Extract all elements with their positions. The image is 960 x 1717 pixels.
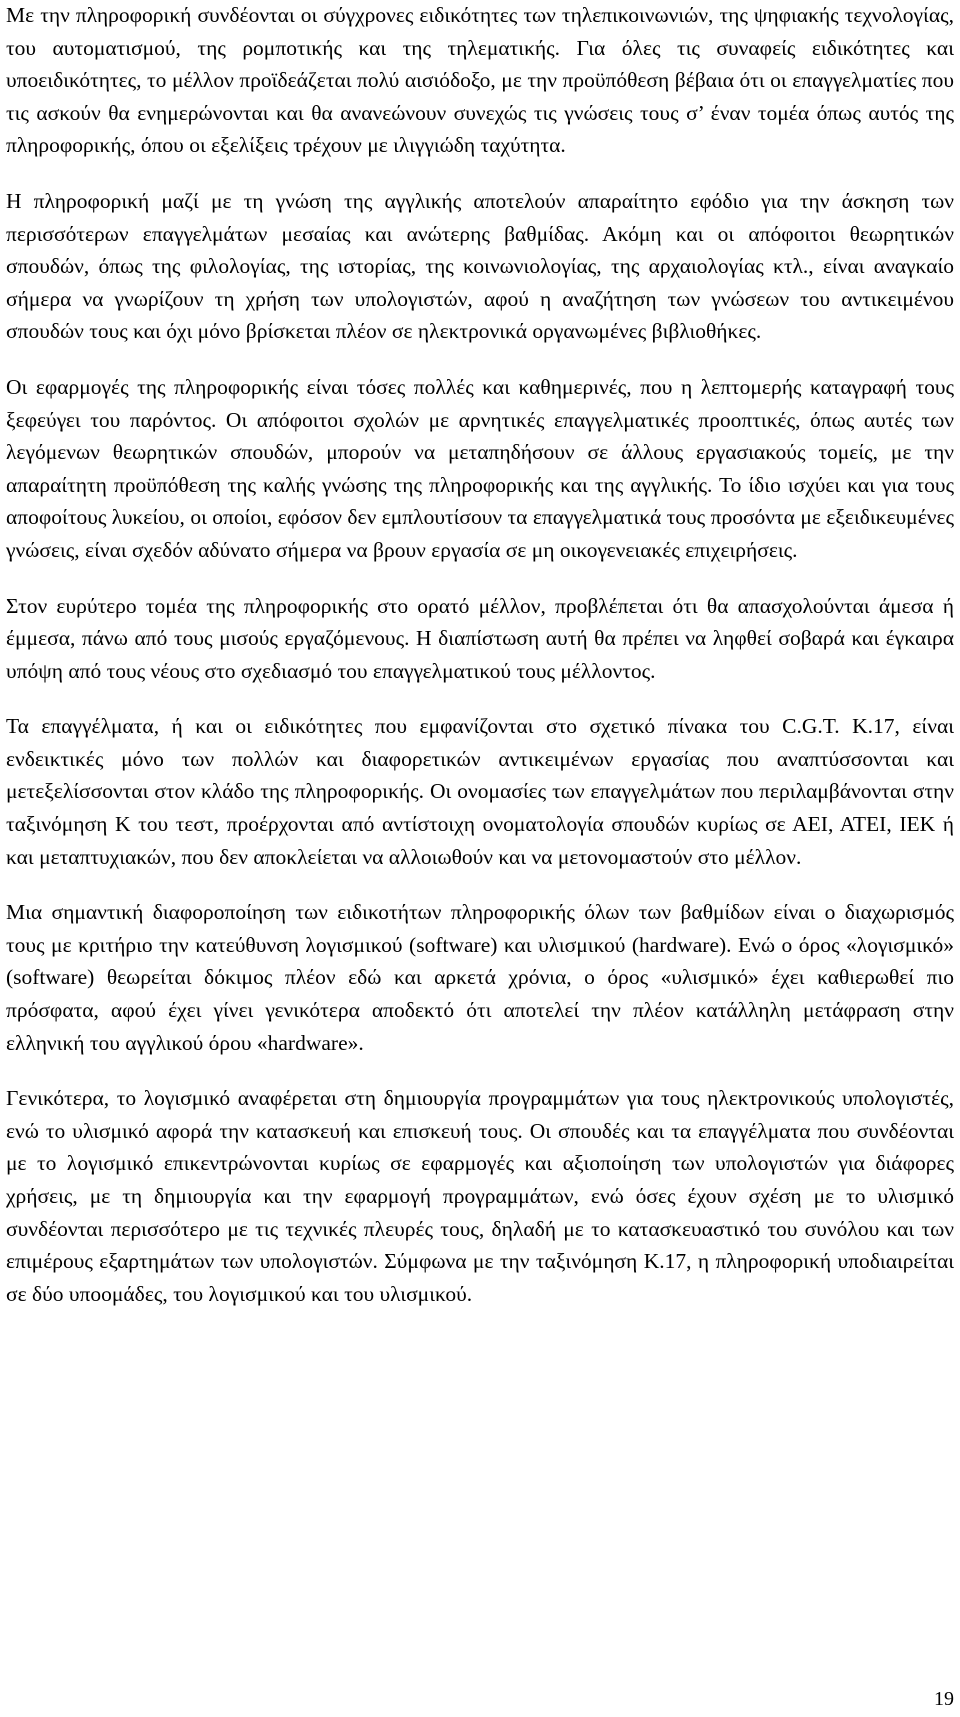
paragraph-future-employment: Στον ευρύτερο τομέα της πληροφορικής στο ορατό μέλλον, προβλέπεται ότι θα απασχολούνται άμεσα ή έμμεσα, πάνω από τους μισούς εργαζόμενους. Η διαπίστωση αυτή θα πρέπει να ληφθεί σοβαρά και έγκαιρα υπόψη από τους νέους στο σχεδιασμό του επαγγελματικού τους μέλλοντος.	[6, 593, 954, 683]
paragraph-informatics-and-english: Η πληροφορική μαζί με τη γνώση της αγγλικής αποτελούν απαραίτητο εφόδιο για την άσκηση των περισσότερων επαγγελμάτων μεσαίας και ανώτερης βαθμίδας. Ακόμη και οι απόφοιτοι θεωρητικών σπουδών, όπως της φιλολογίας, της ιστορίας, της κοινωνιολογίας, της αρχαιολογίας κτλ., είναι αναγκαίο σήμερα να γνωρίζουν τη χρήση των υπολογιστών, αφού η αναζήτηση των γνώσεων του αντικειμένου σπουδών τους και όχι μόνο βρίσκεται πλέον σε ηλεκτρονικά οργανωμένες βιβλιοθήκες.	[6, 188, 954, 344]
paragraph-informatics-specialties: Με την πληροφορική συνδέονται οι σύγχρονες ειδικότητες των τηλεπικοινωνιών, της ψηφιακής τεχνολογίας, του αυτοματισμού, της ρομποτικής και της τηλεματικής. Για όλες τις συναφείς ειδικότητες και υποειδικότητες, το μέλλον προϊδεάζεται πολύ αισιόδοξο, με την προϋπόθεση βέβαια ότι οι επαγγελματίες που τις ασκούν θα ενημερώνονται και θα ανανεώνουν συνεχώς τις γνώσεις τους σ’ έναν τομέα όπως αυτός της πληροφορικής, όπου οι εξελίξεις τρέχουν με ιλιγγιώδη ταχύτητα.	[6, 3, 954, 158]
paragraph-software-hardware: Μια σημαντική διαφοροποίηση των ειδικοτήτων πληροφορικής όλων των βαθμίδων είναι ο διαχωρισμός τους με κριτήριο την κατεύθυνση λογισμικού (software) και υλισμικού (hardware). Ενώ ο όρος «λογισμικό» (software) θεωρείται δόκιμος πλέον εδώ και αρκετά χρόνια, ο όρος «υλισμικό» έχει καθιερωθεί πιο πρόσφατα, αφού έχει γίνει γενικότερα αποδεκτό ότι αποτελεί την πλέον κατάλληλη μετάφραση στην ελληνική του αγγλικού όρου «hardware».	[6, 900, 954, 1055]
paragraph-applications: Οι εφαρμογές της πληροφορικής είναι τόσες πολλές και καθημερινές, που η λεπτομερής καταγραφή τους ξεφεύγει του παρόντος. Οι απόφοιτοι σχολών με αρνητικές επαγγελματικές προοπτικές, όπως αυτές των λεγόμενων θεωρητικών σπουδών, μπορούν να μεταπηδήσουν σε άλλους εργασιακούς τομείς, με την απαραίτητη προϋπόθεση της καλής γνώσης της πληροφορικής και της αγγλικής. Το ίδιο ισχύει και για τους αποφοίτους λυκείου, οι οποίοι, εφόσον δεν εμπλουτίσουν τα επαγγελματικά τους προσόντα με εξειδικευμένες γνώσεις, είναι σχεδόν αδύνατο σήμερα να βρουν εργασία σε μη οικογενειακές επιχειρήσεις.	[6, 374, 954, 562]
document-page	[6, 0, 954, 1333]
paragraph-professions-table: Τα επαγγέλματα, ή και οι ειδικότητες που εμφανίζονται στο σχετικό πίνακα του C.G.T. Κ.17, είναι ενδεικτικές μόνο των πολλών και διαφορετικών αντικειμένων εργασίας που αναπτύσσονται και μετεξελίσσονται στον κλάδο της πληροφορικής. Οι ονομασίες των επαγγελμάτων που περιλαμβάνονται στην ταξινόμηση Κ του τεστ, προέρχονται από αντίστοιχη ονοματολογία σπουδών κυρίως σε ΑΕΙ, ΑΤΕΙ, ΙΕΚ ή και μεταπτυχιακών, που δεν αποκλείεται να αλλοιωθούν και να μετονομαστούν στο μέλλον.	[6, 714, 954, 869]
paragraph-general-definition: Γενικότερα, το λογισμικό αναφέρεται στη δημιουργία προγραμμάτων για τους ηλεκτρονικούς υπολογιστές, ενώ το υλισμικό αφορά την κατασκευή και επισκευή τους. Οι σπουδές και τα επαγγέλματα που συνδέονται με το λογισμικό επικεντρώνονται κυρίως σε εφαρμογές και αξιοποίηση των υπολογιστών για διάφορες χρήσεις, με τη δημιουργία και την εφαρμογή προγραμμάτων, ενώ όσες έχουν σχέση με το υλισμικό συνδέονται περισσότερο με τις τεχνικές πλευρές τους, δηλαδή με το κατασκευαστικό του συνόλου και των επιμέρους εξαρτημάτων των υπολογιστών. Σύμφωνα με την ταξινόμηση Κ.17, η πληροφορική υποδιαιρείται σε δύο υποομάδες, του λογισμικού και του υλισμικού.	[6, 1086, 954, 1306]
page-number: 19	[934, 1688, 954, 1710]
